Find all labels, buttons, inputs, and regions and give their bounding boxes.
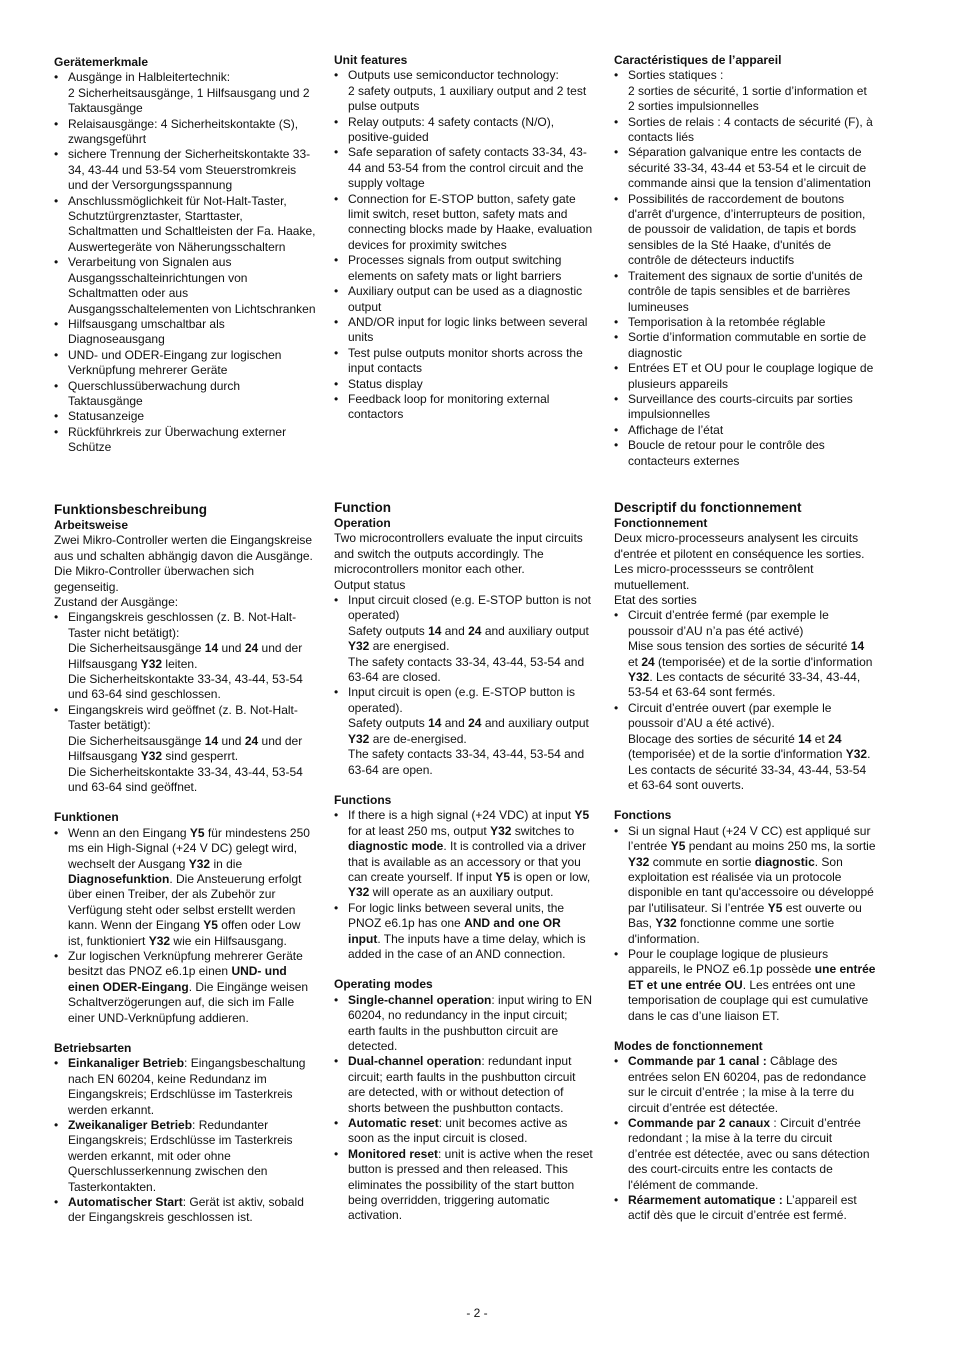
list-item <box>614 392 876 423</box>
text: Die Sicherheitsausgänge <box>68 641 205 656</box>
list-item <box>614 330 876 361</box>
text: und <box>218 641 245 656</box>
list-item <box>334 192 596 254</box>
text: Die Sicherheitsausgänge <box>68 733 205 748</box>
bold-text: une entrée ET et une entrée OU <box>628 962 876 992</box>
bold-text: Y32 <box>845 747 868 762</box>
list-item <box>614 608 876 700</box>
feature-text: Outputs use semiconductor technology: <box>348 68 559 83</box>
bold-text: 14 <box>204 641 219 656</box>
features-title: Unit features <box>334 53 408 67</box>
feature-text: Sorties de relais : 4 contacts de sécurité (F), à contacts liés <box>628 114 873 145</box>
text: pendant au moins 250 ms, la sortie <box>685 839 876 854</box>
feature-text: sichere Trennung der Sicherheitskontakte 33-34, 43-44 und 53-54 vom Steuerstromkreis und der Versorgungsspannung <box>68 147 311 193</box>
text: und <box>218 733 245 748</box>
feature-text: Verarbeitung von Signalen aus Ausgangsschalteinrichtungen von Schaltmatten oder aus Ausgangsschaltelementen von Lichtschranken <box>68 255 316 316</box>
functions-title: Funktionen <box>54 810 119 825</box>
text: Blocage des sorties de sécurité <box>628 731 799 746</box>
list-item <box>334 1116 596 1147</box>
text: Zur logischen Verknüpfung mehrerer Geräte besitzt das PNOZ e6.1p einen <box>68 948 303 979</box>
list-item <box>614 701 876 793</box>
text: und der Hilfsausgang <box>68 733 303 764</box>
list-item <box>614 361 876 392</box>
text: are energised. <box>369 639 450 654</box>
text: For logic links between several units, the PNOZ e6.1p has one <box>348 900 565 931</box>
operation-title: Arbeitsweise <box>54 518 129 532</box>
text: und der Hilfsausgang <box>68 641 303 671</box>
list-item <box>334 593 596 685</box>
list-item <box>334 993 596 1055</box>
list-item <box>54 117 316 148</box>
function-title: Function <box>334 500 391 515</box>
list-item <box>334 315 596 346</box>
list-item <box>334 253 596 284</box>
output-status-label: Etat des sorties <box>614 593 697 608</box>
list-item <box>614 1054 876 1116</box>
bold-text: Commande par 2 canaux <box>628 1116 771 1131</box>
features-list <box>54 70 316 455</box>
list-item <box>614 269 876 315</box>
list-item <box>54 610 316 702</box>
feature-text: Status display <box>348 376 423 391</box>
feature-text: Possibilités de raccordement de boutons d'arrêt d'urgence, d’interrupteurs de position, de poussoir de validation, de tapis et bords sensibles de la Sté Haake, d'unités de contrôle de détecteurs inductifs <box>628 191 866 268</box>
bold-text: Y32 <box>348 885 370 900</box>
list-item <box>54 409 316 424</box>
state-outputs <box>628 639 876 701</box>
feature-text: Safe separation of safety contacts 33-34, 43-44 and 53-54 from the control circuit and the supply voltage <box>348 145 587 191</box>
feature-text: AND/OR input for logic links between several units <box>348 314 588 345</box>
functions-list <box>54 826 316 1026</box>
list-item <box>54 703 316 795</box>
text: . Les contacts de sécurité 33-34, 43-44, 53-54 et 63-64 sont fermés. <box>628 670 861 700</box>
list-item <box>334 346 596 377</box>
feature-text: Hilfsausgang umschaltbar als Diagnoseausgang <box>68 316 225 347</box>
operation-title: Operation <box>334 516 391 530</box>
function-title: Funktionsbeschreibung <box>54 502 208 517</box>
bold-text: 14 <box>850 639 865 654</box>
bold-text: Automatischer Start <box>68 1195 183 1210</box>
feature-text: Séparation galvanique entre les contacts de sécurité 33-34, 43-44 et 53-54 et le circuit de commande ainsi que la tension d’alimentation <box>628 145 871 191</box>
modes-title: Betriebsarten <box>54 1041 132 1055</box>
bold-text: 24 <box>244 733 259 748</box>
state-condition: Circuit d’entrée ouvert (par exemple le poussoir d’AU a été activé). <box>628 700 832 731</box>
bold-text: Y32 <box>140 749 163 764</box>
feature-text: Relaisausgänge: 4 Sicherheitskontakte (S), zwangsgeführt <box>68 116 299 147</box>
list-item <box>334 808 596 900</box>
state-outputs <box>348 624 596 655</box>
text: is open or low, <box>510 869 591 884</box>
bold-text: Y5 <box>203 918 218 933</box>
bold-text: Dual-channel operation <box>348 1054 482 1069</box>
list-item <box>54 255 316 317</box>
bold-text: Y5 <box>767 900 783 915</box>
bold-text: diagnostic mode <box>348 839 444 854</box>
modes-title: Modes de fonctionnement <box>614 1039 763 1053</box>
text: Mise sous tension des sorties de sécurité <box>628 639 851 654</box>
bold-text: Y32 <box>628 670 650 685</box>
text: : Gerät ist aktiv, sobald der Eingangskreis geschlossen ist. <box>68 1195 304 1225</box>
state-contacts: The safety contacts 33-34, 43-44, 53-54 and 63-64 are open. <box>348 747 585 777</box>
bold-text: diagnostic <box>754 854 815 869</box>
column-english-function <box>334 499 596 1224</box>
feature-text: Traitement des signaux de sortie d'unités de contrôle de tapis sensibles et de barrières lumineuses <box>628 268 863 314</box>
bold-text: 14 <box>428 623 442 638</box>
text: Wenn an den Eingang <box>68 825 190 840</box>
list-item <box>614 1116 876 1193</box>
list-item <box>54 70 316 116</box>
bold-text: 24 <box>244 641 259 656</box>
list-item <box>614 1193 876 1224</box>
list-item <box>54 348 316 379</box>
function-title: Descriptif du fonctionnement <box>614 500 802 515</box>
state-outputs <box>348 716 596 747</box>
column-french <box>614 53 876 469</box>
text: . Son exploitation est réalisée via un protocole disponible en tant qu'accessoire ou développé par l'utilisateur. Si l’entrée <box>628 854 874 915</box>
list-item <box>54 1118 316 1195</box>
text: Safety outputs <box>348 623 429 638</box>
bold-text: AND and one OR input <box>348 916 561 946</box>
modes-list <box>614 1054 876 1223</box>
feature-text: Statusanzeige <box>68 409 145 424</box>
bold-text: Y32 <box>348 639 370 654</box>
text: : unit is active when the reset button is pressed and then released. This eliminates the possibility of the start button being overridden, triggering automatic activation. <box>348 1146 593 1223</box>
bold-text: Y5 <box>670 839 686 854</box>
feature-text: UND- und ODER-Eingang zur logischen Verknüpfung mehrerer Geräte <box>68 347 282 378</box>
text: in die <box>210 856 243 871</box>
feature-text: Processes signals from output switching elements on safety mats or light barriers <box>348 253 562 283</box>
bold-text: Single-channel operation <box>348 992 492 1007</box>
text: Pour le couplage logique de plusieurs appareils, le PNOZ e6.1p possède <box>628 946 829 977</box>
text: et <box>811 731 829 746</box>
list-item <box>614 438 876 469</box>
state-condition: Eingangskreis wird geöffnet (z. B. Not-Halt-Taster betätigt): <box>68 702 298 733</box>
feature-text: Affichage de l’état <box>628 422 724 437</box>
bold-text: Zweikanaliger Betrieb <box>68 1118 193 1133</box>
column-english <box>334 53 596 423</box>
list-item <box>614 423 876 438</box>
list-item <box>334 392 596 423</box>
feature-text: Boucle de retour pour le contrôle des contacteurs externes <box>628 438 825 468</box>
text: If there is a high signal (+24 VDC) at input <box>348 808 575 823</box>
text: and auxiliary output <box>481 623 589 638</box>
bold-text: 24 <box>468 623 482 638</box>
state-outputs <box>68 641 316 672</box>
text: Câblage des entrées selon EN 60204, pas de redondance sur le circuit d’entrée ; la mise à la terre du circuit d’entrée est détectée. <box>628 1054 867 1115</box>
modes-list <box>334 993 596 1224</box>
bold-text: Réarmement automatique : <box>628 1193 783 1208</box>
output-status-label: Zustand der Ausgänge: <box>54 595 179 610</box>
feature-subtext: 2 sorties de sécurité, 1 sortie d’information et 2 sorties impulsionnelles <box>628 83 867 114</box>
list-item <box>54 379 316 410</box>
page-number: - 2 - <box>466 1306 488 1320</box>
text: : Redundanter Eingangskreis; Erdschlüsse im Tasterkreis werden erkannt, mit oder ohne Querschlusserkennung zwischen den Tasterkontakten. <box>68 1118 293 1194</box>
column-german-function <box>54 501 316 1226</box>
text: (temporisée) et de la sortie d'information <box>654 654 873 669</box>
feature-subtext: 2 safety outputs, 1 auxiliary output and 2 test pulse outputs <box>348 83 587 114</box>
state-condition: Input circuit is open (e.g. E-STOP button is operated). <box>348 685 576 715</box>
list-item <box>614 192 876 269</box>
functions-title: Functions <box>334 792 392 807</box>
text: . It is controlled via a driver that is available as an accessory or that you can create yourself. If input <box>348 839 587 884</box>
text: : input wiring to EN 60204, no redundancy in the input circuit; earth faults in the pushbutton circuit are detected. <box>348 992 593 1053</box>
list-item <box>54 425 316 456</box>
list-item <box>334 284 596 315</box>
text: et <box>628 654 642 669</box>
output-status-label: Output status <box>334 577 406 592</box>
list-item <box>54 949 316 1026</box>
list-item <box>54 826 316 949</box>
text: : unit becomes active as soon as the input circuit is closed. <box>348 1116 568 1146</box>
text: est ouverte ou Bas, <box>628 900 862 931</box>
text: commute en sortie <box>649 854 755 869</box>
text: . Les entrées ont une temporisation de couplage qui est cumulative dans le cas d’une liaison ET. <box>628 977 869 1023</box>
list-item <box>334 1054 596 1116</box>
text: offen oder Low ist, funktioniert <box>68 918 301 948</box>
bold-text: Diagnosefunktion <box>68 871 170 886</box>
feature-text: Entrées ET et OU pour le couplage logique de plusieurs appareils <box>628 361 874 391</box>
state-outputs <box>68 734 316 765</box>
list-item <box>54 1195 316 1226</box>
list-item <box>54 194 316 256</box>
bold-text: 24 <box>828 731 842 746</box>
bold-text: Y5 <box>574 808 590 823</box>
bold-text: Y5 <box>189 825 205 840</box>
bold-text: Y32 <box>140 656 163 671</box>
text: für mindestens 250 ms ein High-Signal (+24 V DC) gelegt wird, wechselt der Ausgang <box>68 825 310 871</box>
text: will operate as an auxiliary output. <box>369 885 554 900</box>
modes-list <box>54 1056 316 1225</box>
bold-text: Y32 <box>188 856 211 871</box>
feature-text: Relay outputs: 4 safety contacts (N/O), positive-guided <box>348 114 555 145</box>
list-item <box>614 115 876 146</box>
bold-text: Y5 <box>495 869 511 884</box>
text: and <box>441 623 469 638</box>
feature-text: Sortie d’information commutable en sortie de diagnostic <box>628 330 867 360</box>
text: and auxiliary output <box>481 716 589 731</box>
operation-title: Fonctionnement <box>614 516 708 530</box>
states-list <box>614 608 876 793</box>
list-item <box>614 145 876 191</box>
feature-text: Ausgänge in Halbleitertechnik: <box>68 70 231 85</box>
text: wie ein Hilfsausgang. <box>170 933 287 948</box>
list-item <box>54 317 316 348</box>
functions-list <box>334 808 596 962</box>
list-item <box>614 315 876 330</box>
state-contacts: Die Sicherheitskontakte 33-34, 43-44, 53-54 und 63-64 sind geschlossen. <box>68 672 303 702</box>
text: . Les contacts de sécurité 33-34, 43-44, 53-54 et 63-64 sont ouverts. <box>628 747 871 792</box>
text: : redundant input circuit; earth faults in the pushbutton circuit are detected, with or without detection of shorts between the pushbutton contacts. <box>348 1054 576 1115</box>
text: L’appareil est actif dès que le circuit d’entrée est fermé. <box>628 1193 857 1223</box>
text: . Die Ansteuerung erfolgt über einen Treiber, der als Zubehör zur Verfügung steht oder selbst erstellt werden kann. Wenn der Eingang <box>68 871 302 933</box>
feature-subtext: 2 Sicherheitsausgänge, 1 Hilfsausgang und 2 Taktausgänge <box>68 85 310 116</box>
text: leiten. <box>162 656 198 671</box>
list-item <box>334 68 596 114</box>
text: Safety outputs <box>348 716 429 731</box>
bold-text: 14 <box>204 733 219 748</box>
state-contacts: The safety contacts 33-34, 43-44, 53-54 and 63-64 are closed. <box>348 654 585 685</box>
list-item <box>614 947 876 1024</box>
feature-text: Rückführkreis zur Überwachung externer Schütze <box>68 424 287 455</box>
text: for at least 250 ms, output <box>348 823 491 838</box>
features-title: Caractéristiques de l’appareil <box>614 53 782 67</box>
features-list <box>334 68 596 422</box>
bold-text: Y32 <box>490 823 512 838</box>
feature-text: Querschlussüberwachung durch Taktausgänge <box>68 378 241 408</box>
list-item <box>334 1147 596 1224</box>
bold-text: Commande par 1 canal : <box>628 1054 767 1069</box>
list-item <box>334 115 596 146</box>
feature-text: Connection for E-STOP button, safety gate limit switch, reset button, safety mats and connecting blocks made by Haake, evaluation devices for proximity switches <box>348 191 593 252</box>
text: switches to <box>511 823 575 838</box>
text: . The inputs have a time delay, which is added in the case of an AND connection. <box>348 931 586 961</box>
text: . Die Eingänge weisen Schaltverzögerungen auf, die sich im Falle einer UND-Verknüpfung addieren. <box>68 979 309 1025</box>
feature-text: Auxiliary output can be used as a diagnostic output <box>348 284 583 314</box>
bold-text: 24 <box>468 716 482 731</box>
text: (temporisée) et de la sortie d'information <box>628 747 846 762</box>
text: Si un signal Haut (+24 V CC) est appliqué sur l’entrée <box>628 823 871 854</box>
text: sind gesperrt. <box>162 749 239 764</box>
functions-title: Fonctions <box>614 808 672 823</box>
column-french-function <box>614 499 876 1224</box>
feature-text: Feedback loop for monitoring external contactors <box>348 391 550 422</box>
feature-text: Sorties statiques : <box>628 68 724 83</box>
bold-text: Y32 <box>655 916 677 931</box>
features-list <box>614 68 876 469</box>
text: : Circuit d’entrée redondant ; la mise à la terre du circuit d’entrée est détectée, avec ou sans détection des court-circuits entre les contacts de l'élément de commande. <box>628 1116 870 1192</box>
bold-text: Automatic reset <box>348 1116 439 1131</box>
bold-text: Einkanaliger Betrieb <box>68 1056 185 1071</box>
list-item <box>334 145 596 191</box>
list-item <box>54 147 316 193</box>
state-condition: Eingangskreis geschlossen (z. B. Not-Halt-Taster nicht betätigt): <box>68 610 297 640</box>
features-title: Gerätemerkmale <box>54 55 149 69</box>
state-contacts: Die Sicherheitskontakte 33-34, 43-44, 53-54 und 63-64 sind geöffnet. <box>68 764 303 794</box>
feature-text: Anschlussmöglichkeit für Not-Halt-Taster, Schutztürgrenztaster, Starttaster, Schaltmatten und Schaltleisten der Fa. Haake, Auswertegeräte von Näherungsschaltern <box>68 193 316 254</box>
operation-text: Two microcontrollers evaluate the input circuits and switch the outputs accordingly. The microcontrollers monitor each other. <box>334 531 583 577</box>
list-item <box>334 685 596 777</box>
list-item <box>614 68 876 114</box>
bold-text: Y32 <box>148 933 171 948</box>
list-item <box>614 824 876 947</box>
text: are de-energised. <box>369 731 467 746</box>
states-list <box>334 593 596 778</box>
bold-text: 14 <box>428 716 442 731</box>
feature-text: Temporisation à la retombée réglable <box>628 314 826 329</box>
list-item <box>334 377 596 392</box>
bold-text: Y32 <box>628 854 650 869</box>
operation-text: Zwei Mikro-Controller werten die Eingangskreise aus und schalten abhängig davon die Ausgänge. Die Mikro-Controller überwachen sich gegenseitig. <box>54 533 313 594</box>
functions-list <box>614 824 876 1024</box>
feature-text: Surveillance des courts-circuits par sorties impulsionnelles <box>628 391 853 422</box>
text: fonctionne comme une sortie d'information. <box>628 916 835 946</box>
column-german <box>54 55 316 456</box>
bold-text: Y32 <box>348 731 370 746</box>
states-list <box>54 610 316 795</box>
feature-text: Test pulse outputs monitor shorts across the input contacts <box>348 345 583 376</box>
state-condition: Input circuit closed (e.g. E-STOP button is not operated) <box>348 593 592 623</box>
state-outputs <box>628 732 876 794</box>
modes-title: Operating modes <box>334 977 433 992</box>
bold-text: Monitored reset <box>348 1146 439 1161</box>
list-item <box>334 901 596 963</box>
operation-text: Deux micro-processeurs analysent les circuits d'entrée et pilotent en conséquence les sorties. Les micro-processseurs se contrôlent mutuellement. <box>614 531 865 592</box>
text: and <box>441 716 469 731</box>
bold-text: 24 <box>641 654 655 669</box>
list-item <box>54 1056 316 1118</box>
bold-text: UND- und einen ODER-Eingang <box>68 964 287 994</box>
bold-text: 14 <box>798 731 812 746</box>
text: : Eingangsbeschaltung nach EN 60204, keine Redundanz im Eingangskreis; Erdschlüsse im Tasterkreis werden erkannt. <box>68 1056 306 1117</box>
state-condition: Circuit d’entrée fermé (par exemple le poussoir d’AU n’a pas été activé) <box>628 608 829 638</box>
